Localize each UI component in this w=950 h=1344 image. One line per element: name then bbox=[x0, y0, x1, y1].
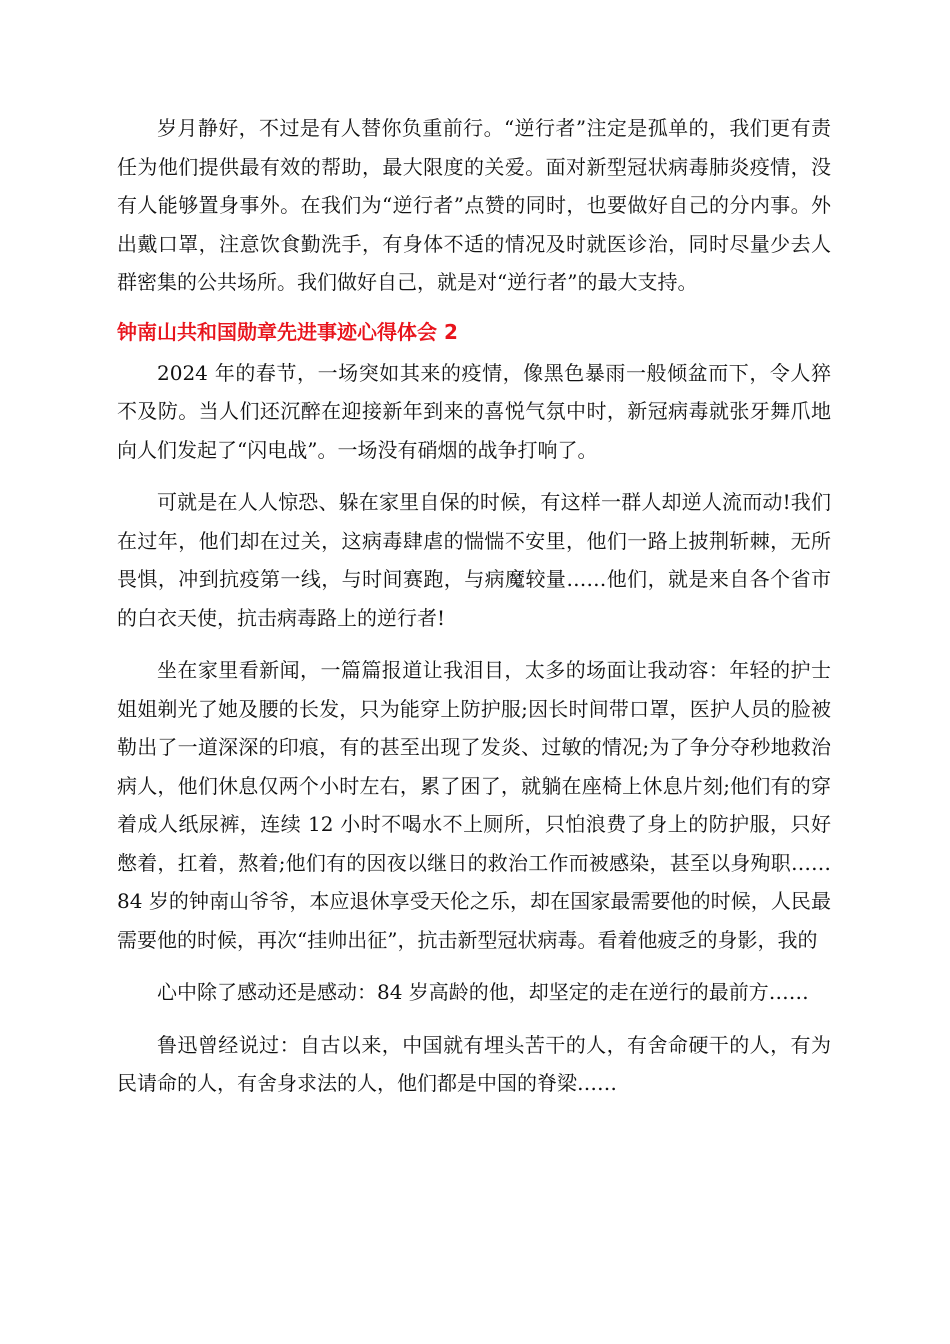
paragraph-1: 2024 年的春节，一场突如其来的疫情，像黑色暴雨一般倾盆而下，令人猝不及防。当人们还沉醉在迎接新年到来的喜悦气氛中时，新冠病毒就张牙舞爪地向人们发起了“闪电战”。一场没有硝烟的战争打响了。 bbox=[117, 360, 831, 462]
paragraph-5: 鲁迅曾经说过：自古以来，中国就有埋头苦干的人，有舍命硬干的人，有为民请命的人，有舍身求法的人，他们都是中国的脊梁…… bbox=[117, 1032, 831, 1095]
paragraph-intro: 岁月静好，不过是有人替你负重前行。“逆行者”注定是孤单的，我们更有责任为他们提供最有效的帮助，最大限度的关爱。面对新型冠状病毒肺炎疫情，没有人能够置身事外。在我们为“逆行者”点赞的同时，也要做好自己的分内事。外出戴口罩，注意饮食勤洗手，有身体不适的情况及时就医诊治，同时尽量少去人群密集的公共场所。我们做好自己，就是对“逆行者”的最大支持。 bbox=[117, 116, 831, 294]
document-body bbox=[117, 109, 831, 1117]
paragraph-3: 坐在家里看新闻，一篇篇报道让我泪目，太多的场面让我动容：年轻的护士姐姐剃光了她及腰的长发，只为能穿上防护服;因长时间带口罩，医护人员的脸被勒出了一道深深的印痕，有的甚至出现了发炎、过敏的情况;为了争分夺秒地救治病人，他们休息仅两个小时左右，累了困了，就躺在座椅上休息片刻;他们有的穿着成人纸尿裤，连续 12 小时不喝水不上厕所，只怕浪费了身上的防护服，只好憋着，扛着，熬着;他们有的因夜以继日的救治工作而被感染，甚至以身殉职……84 岁的钟南山爷爷，本应退休享受天伦之乐，却在国家最需要他的时候，人民最需要他的时候，再次“挂帅出征”，抗击新型冠状病毒。看着他疲乏的身影，我的 bbox=[117, 658, 831, 952]
paragraph-2: 可就是在人人惊恐、躲在家里自保的时候，有这样一群人却逆人流而动!我们在过年，他们却在过关，这病毒肆虐的惴惴不安里，他们一路上披荆斩棘，无所畏惧，冲到抗疫第一线，与时间赛跑，与病魔较量……他们，就是来自各个省市的白衣天使，抗击病毒路上的逆行者! bbox=[117, 490, 831, 630]
section-heading: 钟南山共和国勋章先进事迹心得体会 2 bbox=[117, 319, 458, 344]
paragraph-4: 心中除了感动还是感动：84 岁高龄的他，却坚定的走在逆行的最前方…… bbox=[157, 980, 809, 1004]
